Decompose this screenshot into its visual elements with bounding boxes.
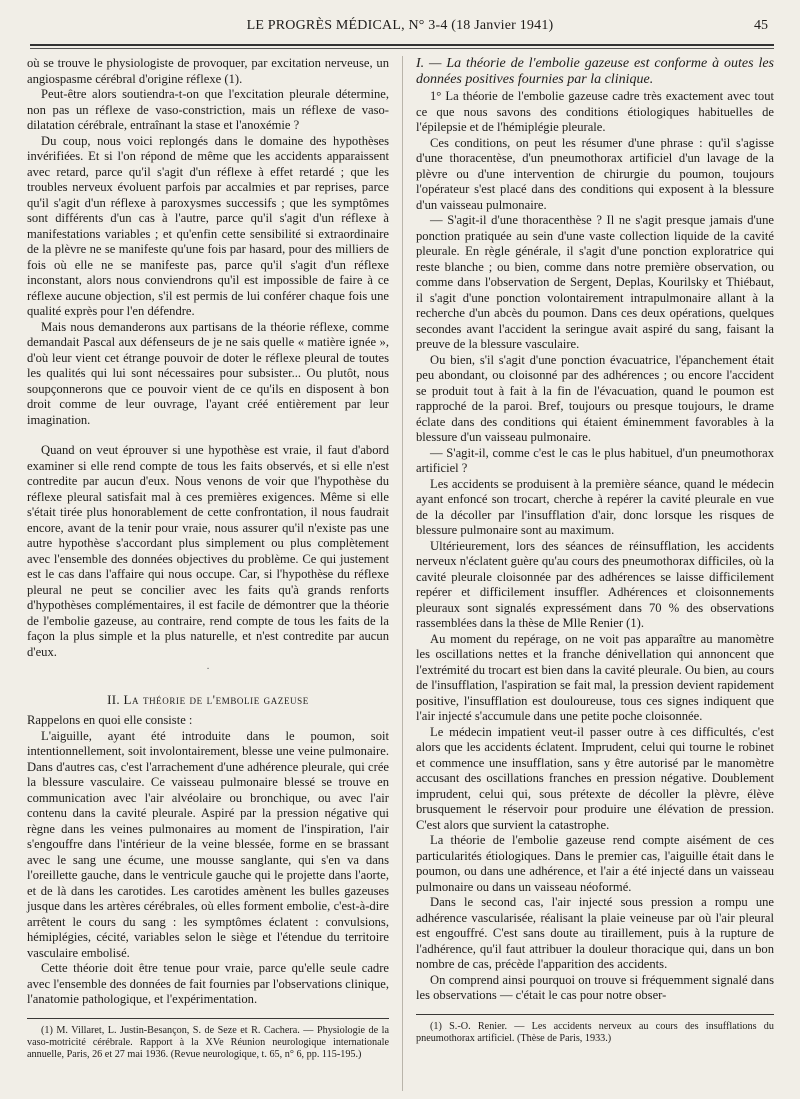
section-number: II.	[107, 691, 120, 707]
paragraph: Ultérieurement, lors des séances de réinsufflation, les accidents nerveux n'éclatent guère qu'au cours des pneumothorax difficiles, où la cavité pleurale cloisonnée par des adhérences se laisse difficilement repérer et difficilement insuffler. Adhérences et cloisonnements pleuraux sont signalés expressément dans 70 % des observations rassemblées dans la thèse de Mlle Renier (1).	[416, 538, 774, 630]
footnote: (1) M. Villaret, L. Justin-Besançon, S. de Seze et R. Cachera. — Physiologie de la vaso-motricité cérébrale. Rapport à la XVe Réunion neurologique internationale annuelle, Paris, 26 et 27 mai 1936. (Revue neurologique, t. 65, n° 6, pp. 115-195.)	[27, 1024, 389, 1060]
paragraph: Cette théorie doit être tenue pour vraie, parce qu'elle seule cadre avec l'ensemble des données de fait fournies par l'observations clinique, l'anatomie pathologique, et l'expérimentation.	[27, 961, 389, 1006]
footnote: (1) S.-O. Renier. — Les accidents nerveux au cours des insufflations du pneumothorax artificiel. (Thèse de Paris, 1933.)	[416, 1020, 774, 1044]
header-rule	[30, 44, 774, 46]
paragraph: Ou bien, s'il s'agit d'une ponction évacuatrice, l'épanchement était peu abondant, ou cloisonné par des adhérences ; ou encore l'accident se produit tout à fait à la fin de l'évacuation, quand le poumon est rapproché de la paroi. Bref, toujours ou presque toujours, le drame éclate dans des conditions qui étaient éminemment favorables à la blessure d'un vaisseau pulmonaire.	[416, 352, 774, 444]
paragraph: Ces conditions, on peut les résumer d'une phrase : qu'il s'agisse d'une thoracentèse, d'un pneumothorax artificiel d'un lavage de la plèvre ou d'une intervention de chirurgie du poumon, toujours l'opérateur s'est placé dans des conditions qui exposent à la blessure d'un vaisseau pulmonaire.	[416, 135, 774, 212]
page-number: 45	[754, 18, 768, 33]
paragraph: Les accidents se produisent à la première séance, quand le médecin ayant enfoncé son trocart, cherche à repérer la cavité pleurale en vue de la décoller par l'insufflation d'air, donc lorsque les risques de blessure pulmonaire sont au maximum.	[416, 476, 774, 537]
section-title: La théorie de l'embolie gazeuse	[123, 691, 309, 707]
ornament-mark: ·	[206, 664, 210, 675]
paragraph: Mais nous demanderons aux partisans de la théorie réflexe, comme demandait Pascal aux défenseurs de je ne sais quelle « matière ignée », d'où leur vient cet étrange pouvoir de doter le réflexe pleural de toutes les qualités qui lui sont nécessaires pour subsister... Ou plutôt, nous soupçonnerons que ce pouvoir vient de ce qu'ils en disposent à bon droit comme de leur ouvrage, l'ayant créé entièrement par leur imagination.	[27, 319, 389, 427]
paragraph: On comprend ainsi pourquoi on trouve si fréquemment signalé dans les observations — c'était le cas pour notre obser-	[416, 972, 774, 1002]
paragraph: Peut-être alors soutiendra-t-on que l'excitation pleurale détermine, non pas un réflexe de vaso-constriction, mais un réflexe de vaso-dilatation cérébrale, entraînant la stase et l'anoxémie ?	[27, 87, 389, 132]
paragraph: 1° La théorie de l'embolie gazeuse cadre très exactement avec tout ce que nous savons des conditions étiologiques habituelles de l'épilepsie et de l'hémiplégie pleurale.	[416, 89, 774, 134]
paragraph: Quand on veut éprouver si une hypothèse est vraie, il faut d'abord examiner si elle rend compte de tous les faits observés, et si elle n'est contredite par aucun d'eux. Nous venons de voir que l'hypothèse du réflexe pleural satisfait mal à ces premières exigences. Même si elle s'était tirée plus honorablement de cette confrontation, il nous faudrait encore, avant de la tenir pour vraie, nous assurer qu'il n'existe pas une autre hypothèse s'accordant plus simplement ou plus complètement avec l'ensemble des données objectives du problème. Ce qui justement est le cas dans l'affaire qui nous occupe. Car, si l'hypothèse du réflexe pleural ne peut se concilier avec les faits qu'à grands renforts d'hypothèses complémentaires, il est facile de démontrer que la théorie de l'embolie gazeuse, au contraire, rend compte de tous les faits de la façon la plus simple et la plus naturelle, et n'est contredite par aucun d'eux.	[27, 443, 389, 659]
header-rule-thin	[30, 48, 774, 49]
paragraph: — S'agit-il, comme c'est le cas le plus habituel, d'un pneumothorax artificiel ?	[416, 445, 774, 475]
paragraph: Le médecin impatient veut-il passer outre à ces difficultés, c'est alors que les accidents éclatent. Imprudent, celui qui tourne le robinet et commence une insufflation, sans y être autorisé par le manomètre accusant des oscillations franches en pression négative. Doublement imprudent, celui qui, sous prétexte de décoller la plèvre, élève brusquement le réservoir pour produire une élévation de pression. C'est alors que survient la catastrophe.	[416, 724, 774, 832]
paragraph: La théorie de l'embolie gazeuse rend compte aisément de ces particularités étiologiques. Dans le premier cas, l'aiguille était dans le poumon, ou dans une adhérence, et l'air a été injecté dans un vaisseau pulmonaire ou dans un vaisseau néoformé.	[416, 833, 774, 894]
paragraph: L'aiguille, ayant été introduite dans le poumon, soit intentionnellement, soit involontairement, blesse une veine pulmonaire. Dans d'autres cas, c'est l'arrachement d'une adhérence pleurale, qui crée la blessure vasculaire. Ce vaisseau pulmonaire blessé se trouve en communication avec l'air alvéolaire ou bronchique, ou avec l'air contenu dans la cavité pleurale. Aspiré par la pression négative qui règne dans les veines pulmonaires au moment de l'inspiration, l'air s'engouffre dans l'intérieur de la veine blessée, forme en se brassant avec le sang une écume, une mousse sanglante, qui s'en va dans l'oreillette gauche, dans le ventricule gauche qui le projette dans l'aorte, et de là dans les carotides. Les carotides amènent les bulles gazeuses jusque dans les artères cérébrales, où elles forment embolie, c'est-à-dire arrêtent le cours du sang : les symptômes éclatent : convulsions, hémiplégies, cécité, variables selon le siège et l'étendue du territoire vasculaire embolisé.	[27, 728, 389, 960]
left-column	[27, 56, 389, 1061]
section-lead: Rappelons en quoi elle consiste :	[27, 713, 193, 727]
paragraph: — S'agit-il d'une thoracenthèse ? Il ne s'agit presque jamais d'une ponction pratiquée au sein d'une vaste collection liquide de la cavité pleurale. En règle générale, il s'agit d'une ponction exploratrice qui reste blanche ; ou bien, comme dans notre première observation, ou comme dans l'observation de Sergent, Deplas, Kourilsky et Thiébaut, il s'agit d'une ponction volontairement intrapulmonaire allant à la recherche d'un abcès du poumon. Dans ces deux opérations, quelques secondes avant l'accident la seringue avait aspiré du sang, faisant la preuve de la blessure vasculaire.	[416, 213, 774, 351]
paragraph: Dans le second cas, l'air injecté sous pression a rompu une adhérence vascularisée, réalisant la plaie veineuse par où l'air pleural est engouffré. C'est sans doute au tiraillement, puis à la rupture de l'adhérence, qu'il faut attribuer la douleur thoracique qui, dans un bon nombre de cas, précède l'apparition des accidents.	[416, 895, 774, 971]
paragraph: Au moment du repérage, on ne voit pas apparaître au manomètre les oscillations nettes et la franche dénivellation qui annoncent que l'extrémité du trocart est bien dans la cavité pleurale. Ou bien, au cours de l'insufflation, l'aspiration se fait mal, la pression devient rapidement positive, l'insufflation est douloureuse, tous ces signes indiquent que l'air injecté s'accumule dans une petite poche cloisonnée.	[416, 631, 774, 723]
footnote-rule	[27, 1018, 389, 1019]
journal-title: LE PROGRÈS MÉDICAL, N° 3-4 (18 Janvier 1941)	[246, 18, 554, 33]
footnote-rule	[416, 1014, 774, 1015]
paragraph: où se trouve le physiologiste de provoquer, par excitation nerveuse, un angiospasme cérébral d'origine réflexe (1).	[27, 56, 389, 86]
paragraph: Du coup, nous voici replongés dans le domaine des hypothèses invérifiées. Et si l'on répond de même que les accidents apparaissent avec retard, parce qu'il s'agit d'un réflexe à effet retardé ; que les troubles nerveux évoluent parfois par accalmies et par reprises, parce qu'il s'agit d'un réflexe à paroxysmes successifs ; que les symptômes sont différents d'un cas à l'autre, parce qu'il s'agit d'un réflexe à manifestations variables ; et qu'enfin cette sensibilité si extraordinaire de la plèvre ne se manifeste qu'une fois par hasard, pour des milliers de fois où elle ne se manifeste pas, parce qu'il s'agit d'un réflexe inconstant, alors nous conviendrons qu'il est impossible de faire à ce réflexe aucune objection, s'il est permis de lui conférer chaque fois une qualité exprès pour l'en défendre.	[27, 133, 389, 318]
running-header	[30, 18, 770, 44]
column-divider	[402, 56, 403, 1091]
section-heading	[27, 692, 389, 708]
subsection-intro: I. — La théorie de l'embolie gazeuse est conforme à outes les données positives fournies par la clinique.	[416, 56, 774, 87]
right-column	[416, 56, 774, 1045]
